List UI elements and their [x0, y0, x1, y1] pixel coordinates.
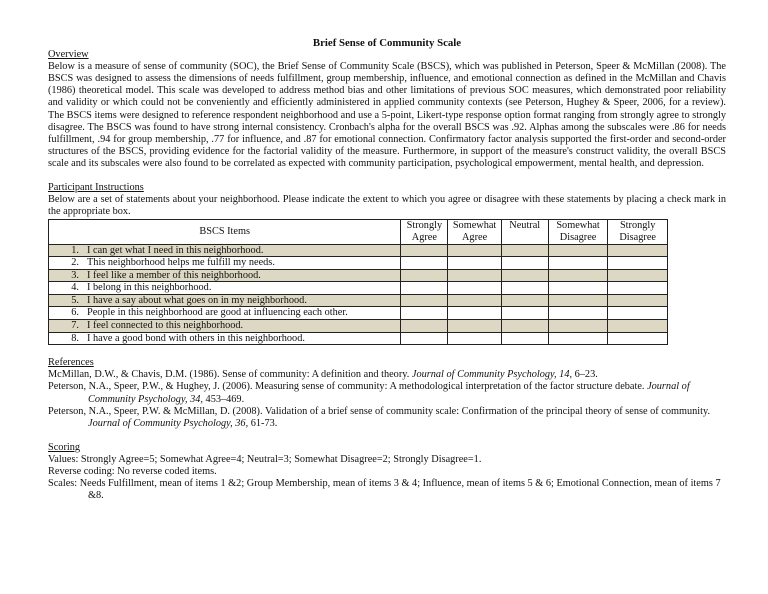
table-header-row — [49, 220, 668, 244]
col-strongly-agree: Strongly Agree — [401, 220, 448, 244]
response-checkbox-cell[interactable] — [548, 257, 608, 270]
response-checkbox-cell[interactable] — [448, 257, 501, 270]
scoring-values: Values: Strongly Agree=5; Somewhat Agree=4; Neutral=3; Somewhat Disagree=2; Strongly Disagree=1. — [48, 453, 482, 465]
table-row — [49, 244, 668, 257]
response-checkbox-cell[interactable] — [548, 294, 608, 307]
response-checkbox-cell[interactable] — [608, 244, 668, 257]
response-checkbox-cell[interactable] — [448, 282, 501, 295]
response-checkbox-cell[interactable] — [501, 294, 548, 307]
scoring-reverse: Reverse coding: No reverse coded items. — [48, 466, 217, 477]
response-checkbox-cell[interactable] — [448, 320, 501, 333]
response-checkbox-cell[interactable] — [608, 294, 668, 307]
response-checkbox-cell[interactable] — [501, 257, 548, 270]
references-heading: References — [48, 357, 94, 369]
response-checkbox-cell[interactable] — [608, 282, 668, 295]
items-header: BSCS Items — [49, 220, 401, 244]
item-text: 5. I have a say about what goes on in my neighborhood. — [49, 294, 401, 307]
response-checkbox-cell[interactable] — [501, 307, 548, 320]
scoring-scales: Scales: Needs Fulfillment, mean of items 1 &2; Group Membership, mean of items 3 & 4; Influence, mean of items 5 & 6; Emotional Connection, mean of items 7 &8. — [48, 478, 721, 502]
item-text: 1. I can get what I need in this neighborhood. — [49, 244, 401, 257]
response-checkbox-cell[interactable] — [448, 307, 501, 320]
overview-heading: Overview — [48, 49, 89, 61]
response-checkbox-cell[interactable] — [401, 332, 448, 345]
table-row — [49, 269, 668, 282]
response-checkbox-cell[interactable] — [448, 244, 501, 257]
response-checkbox-cell[interactable] — [501, 269, 548, 282]
document-title: Brief Sense of Community Scale — [312, 37, 462, 49]
table-row — [49, 307, 668, 320]
reference-entry: Peterson, N.A., Speer, P.W. & McMillan, D. (2008). Validation of a brief sense of community scale: Confirmation of the principal theory of sense of community. Journal of Community Psychology, 36, 61-73. — [48, 405, 711, 429]
table-row — [49, 257, 668, 270]
response-checkbox-cell[interactable] — [448, 294, 501, 307]
instructions-heading: Participant Instructions — [48, 182, 144, 194]
response-checkbox-cell[interactable] — [548, 320, 608, 333]
table-row — [49, 282, 668, 295]
response-checkbox-cell[interactable] — [501, 244, 548, 257]
scoring-heading: Scoring — [48, 441, 81, 453]
document-content — [48, 37, 726, 502]
references-list — [48, 369, 726, 429]
response-checkbox-cell[interactable] — [608, 332, 668, 345]
response-checkbox-cell[interactable] — [501, 282, 548, 295]
response-checkbox-cell[interactable] — [401, 294, 448, 307]
response-checkbox-cell[interactable] — [448, 332, 501, 345]
response-checkbox-cell[interactable] — [401, 269, 448, 282]
table-row — [49, 320, 668, 333]
overview-paragraph: Below is a measure of sense of community (SOC), the Brief Sense of Community Scale (BSCS), which was published in Peterson, Speer & McMillan (2008). The BSCS was designed to assess the dimensions of needs fulfillment, group membership, influence, and emotional connection as defined in the McMillan and Chavis (1986) theoretical model. This scale was developed to address method bias and other limitations of previous SOC measures, which demonstrated poor reliability and validity or which could not be conveniently and efficiently administered in applied community contexts (see Peterson, Hughey & Speer, 2006, for a review). The BSCS items were designed to reference respondent neighborhood and use a 5-point, Likert-type response option format ranging from strongly agree to strongly disagree. The BSCS was found to have strong internal consistency. Cronbach's alpha for the overall BSCS was .92. Alphas among the subscales were .86 for needs fulfillment, .94 for group membership, .77 for influence, and .87 for emotional connection. Confirmatory factor analysis supported the first-order and second-order structures of the BSCS, providing evidence for the factorial validity of the measure. Furthermore, in support of the measure's construct validity, the overall BSCS scale and its subscales were also found to be correlated as expected with community participation, psychological empowerment, mental health, and depression. — [48, 61, 726, 169]
instructions-paragraph: Below are a set of statements about your neighborhood. Please indicate the extent to which you agree or disagree with these statements by placing a check mark in the appropriate box. — [48, 194, 726, 218]
response-checkbox-cell[interactable] — [501, 332, 548, 345]
response-checkbox-cell[interactable] — [548, 332, 608, 345]
item-text: 7. I feel connected to this neighborhood. — [49, 320, 401, 333]
response-checkbox-cell[interactable] — [401, 307, 448, 320]
item-text: 3. I feel like a member of this neighborhood. — [49, 269, 401, 282]
col-somewhat-disagree: Somewhat Disagree — [548, 220, 608, 244]
response-checkbox-cell[interactable] — [608, 307, 668, 320]
response-checkbox-cell[interactable] — [608, 320, 668, 333]
reference-entry: Peterson, N.A., Speer, P.W., & Hughey, J. (2006). Measuring sense of community: A methodological interpretation of the factor structure debate. Journal of Community Psychology, 34, 453–469. — [48, 381, 690, 405]
table-row — [49, 294, 668, 307]
response-checkbox-cell[interactable] — [548, 307, 608, 320]
response-checkbox-cell[interactable] — [548, 269, 608, 282]
response-checkbox-cell[interactable] — [608, 269, 668, 282]
item-text: 8. I have a good bond with others in this neighborhood. — [49, 332, 401, 345]
item-text: 6. People in this neighborhood are good at influencing each other. — [49, 307, 401, 320]
response-checkbox-cell[interactable] — [448, 269, 501, 282]
item-text: 2. This neighborhood helps me fulfill my needs. — [49, 257, 401, 270]
bscs-table — [48, 219, 668, 345]
response-checkbox-cell[interactable] — [401, 257, 448, 270]
response-checkbox-cell[interactable] — [548, 244, 608, 257]
col-neutral: Neutral — [501, 220, 548, 244]
response-checkbox-cell[interactable] — [401, 320, 448, 333]
response-checkbox-cell[interactable] — [501, 320, 548, 333]
response-checkbox-cell[interactable] — [608, 257, 668, 270]
col-somewhat-agree: Somewhat Agree — [448, 220, 501, 244]
response-checkbox-cell[interactable] — [548, 282, 608, 295]
reference-entry: McMillan, D.W., & Chavis, D.M. (1986). Sense of community: A definition and theory. Journal of Community Psychology, 14, 6–23. — [48, 369, 598, 381]
table-body — [49, 244, 668, 345]
table-row — [49, 332, 668, 345]
response-checkbox-cell[interactable] — [401, 282, 448, 295]
response-checkbox-cell[interactable] — [401, 244, 448, 257]
item-text: 4. I belong in this neighborhood. — [49, 282, 401, 295]
col-strongly-disagree: Strongly Disagree — [608, 220, 668, 244]
